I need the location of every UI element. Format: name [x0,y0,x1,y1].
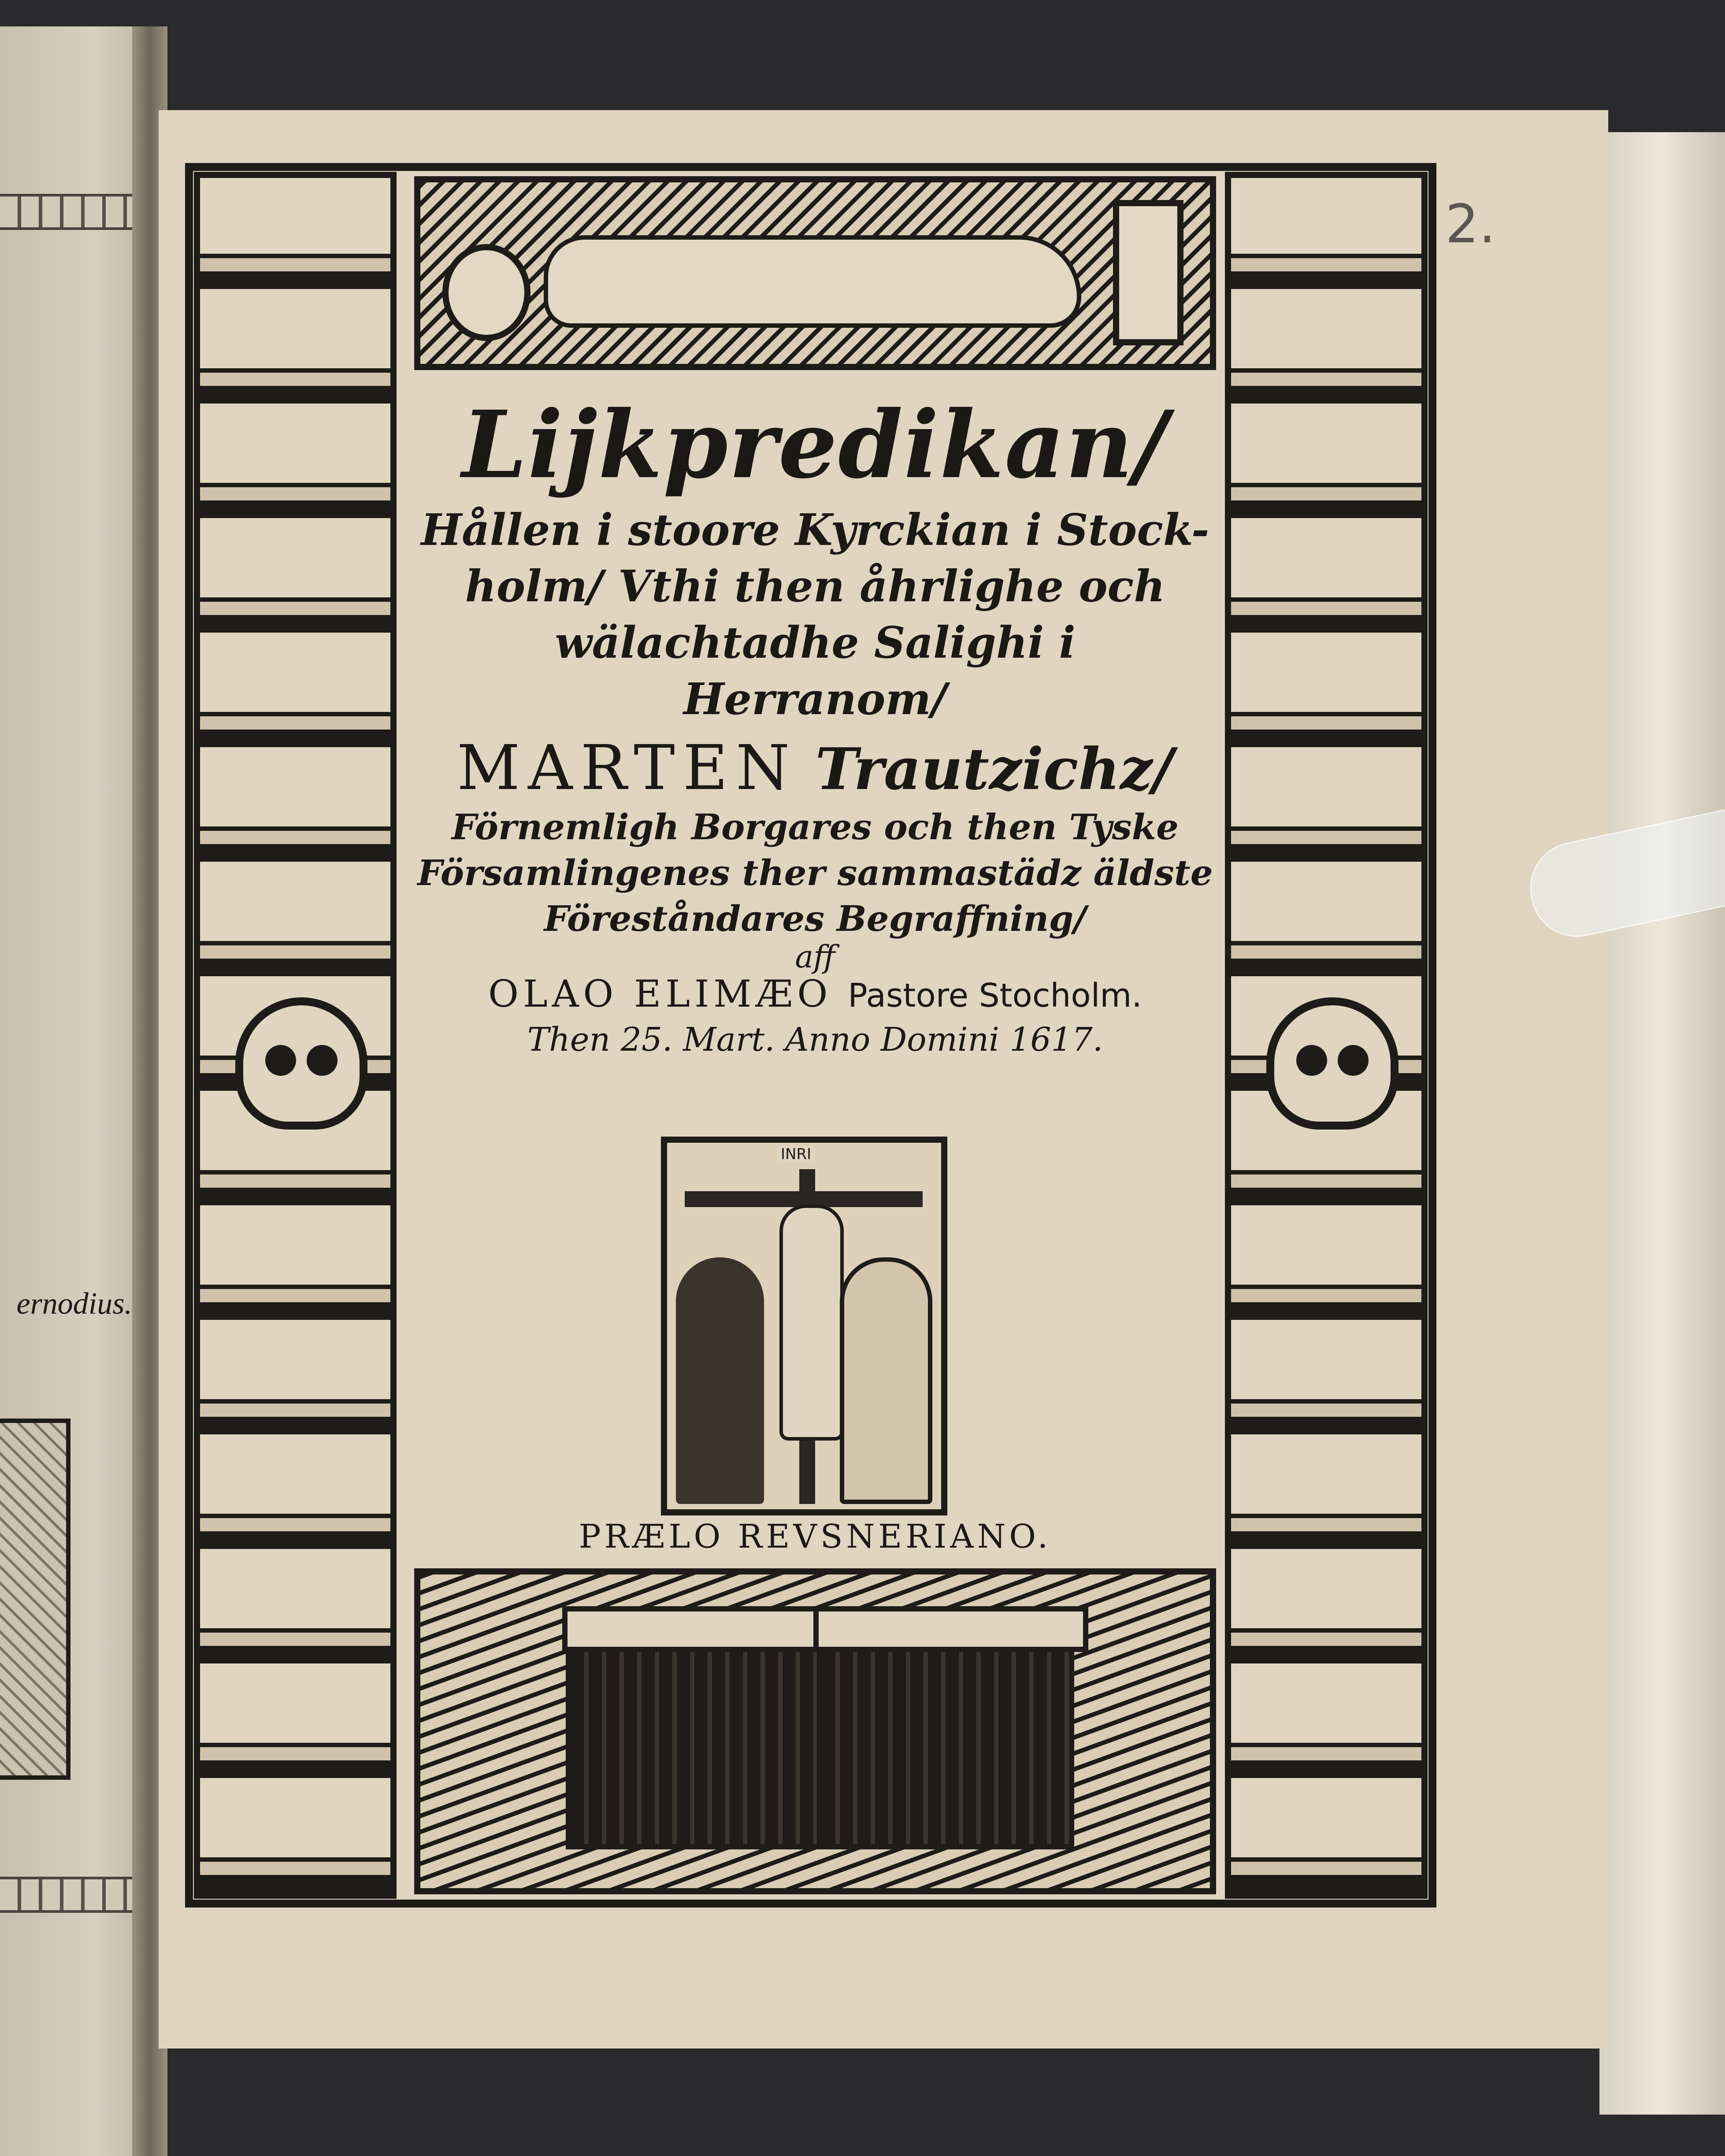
title-line-4: Herranom/ [683,674,947,725]
bottom-woodcut-coffins [414,1568,1216,1894]
left-page-text-fragment: ernodius. [16,1287,132,1321]
left-page-ornament-bottom [0,1877,150,1913]
title-line-3: wälachtadhe Salighi i [555,618,1076,668]
reclining-figure [544,235,1081,328]
deceased-name [414,732,1216,804]
aff-word: aff [795,939,835,975]
author-name: OLAO ELIMÆO [488,972,832,1015]
right-ornamental-border [1225,172,1428,1899]
crucifixion-woodcut [661,1137,947,1515]
handwritten-page-number: 2. [1445,194,1496,255]
top-woodcut-death-figure [414,176,1216,370]
printer-imprint: PRÆLO REVSNERIANO. [579,1518,1052,1556]
mourning-figure-left [676,1257,764,1504]
left-page-woodcut [0,1419,70,1780]
coffin-right [817,1627,1074,1849]
author-title: Pastore Stocholm. [848,977,1142,1015]
date-line: Then 25. Mart. Anno Domini 1617. [527,1021,1103,1059]
description-line-1: Förnemligh Borgares och then Tyske [452,806,1179,848]
title-block [414,388,1216,1064]
skull-icon [235,997,367,1130]
deceased-surname: Trautzichz/ [815,735,1174,803]
title-line-1: Hållen i stoore Kyrckian i Stock- [421,505,1209,556]
crucified-figure [779,1204,844,1441]
author-line [414,972,1216,1015]
main-title: Lijkpredikan/ [462,390,1169,499]
coffin-left [566,1627,823,1849]
cross-inscription: INRI [777,1145,815,1163]
skull-icon [442,244,530,341]
description-line-3: Föreståndares Begraffning/ [544,898,1087,939]
lantern-icon [1113,200,1183,345]
left-page-ornament-top [0,194,150,230]
mourning-figure-right [840,1257,932,1504]
title-line-2: holm/ Vthi then åhrlighe och [465,561,1165,612]
left-ornamental-border [194,172,397,1899]
page-edges [1599,132,1725,2115]
description-line-2: Församlingenes ther sammastädz äldste [417,852,1213,893]
coffin-lid [562,1606,837,1652]
coffin-lid [813,1606,1088,1652]
skull-icon [1266,997,1399,1130]
deceased-first-name: MARTEN [456,732,798,804]
